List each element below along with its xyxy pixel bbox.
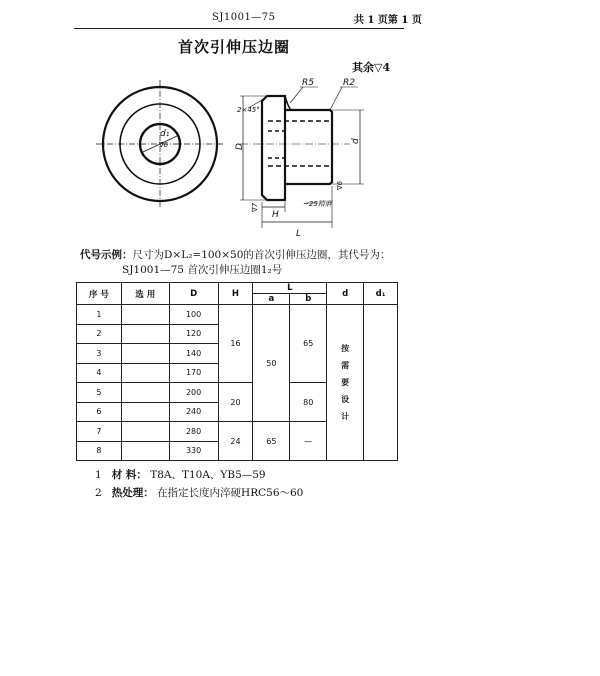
d1-label: d₁ [160, 129, 170, 139]
note-material: 1 材 料： T8A、T10A、YB5—59 [95, 469, 266, 481]
header-d: d [327, 283, 364, 305]
cell-Lb: 65 [290, 305, 327, 383]
H-label: H [272, 210, 279, 220]
cell-seq: 8 [77, 441, 122, 461]
cell-Lb: — [290, 422, 327, 461]
header-b: b [290, 294, 327, 305]
cell-La: 65 [253, 422, 290, 461]
cell-D: 330 [169, 441, 218, 461]
example-line [80, 247, 390, 262]
r2-label: R2 [343, 78, 355, 88]
table-row [77, 305, 398, 325]
header-d1: d₁ [364, 283, 398, 305]
cell-D: 140 [169, 344, 218, 364]
cell-seq: 7 [77, 422, 122, 442]
header-H: H [218, 283, 253, 305]
example-code: SJ1001—75 首次引伸压边圈1₂号 [122, 264, 283, 276]
spec-table [76, 282, 398, 461]
example-prefix: 代号示例： [80, 249, 133, 261]
header-D: D [169, 283, 218, 305]
cell-D: 170 [169, 363, 218, 383]
L-label: L [296, 229, 302, 239]
chamfer-label: 2×45° [237, 106, 260, 114]
cell-choice [121, 402, 169, 422]
r5-label: R5 [302, 78, 314, 88]
roughness-note: 其余▽4 [352, 61, 391, 74]
header-seq: 序 号 [77, 283, 122, 305]
cell-d1 [364, 305, 398, 461]
cell-seq: 6 [77, 402, 122, 422]
header-a: a [253, 294, 290, 305]
cell-choice [121, 422, 169, 442]
cell-D: 200 [169, 383, 218, 403]
d-label: d [351, 138, 361, 144]
cell-seq: 4 [77, 363, 122, 383]
cell-choice [121, 324, 169, 344]
example-text: 尺寸为D×L₂=100×50的首次引伸压边圈，其代号为： [132, 249, 391, 261]
cell-d-note: 按 需 要 设 计 [327, 305, 364, 461]
standard-code: SJ1001—75 [212, 12, 276, 23]
cell-La: 50 [253, 305, 290, 422]
grind-label: ~25精磨 [303, 200, 332, 208]
cell-H: 24 [218, 422, 253, 461]
note-heat-treatment: 2 热处理： 在指定长度内淬硬HRC56～60 [95, 487, 304, 499]
header-L: L [253, 283, 327, 294]
cell-choice [121, 344, 169, 364]
header-choice: 选 用 [121, 283, 169, 305]
cell-seq: 5 [77, 383, 122, 403]
cell-H: 16 [218, 305, 253, 383]
cell-D: 240 [169, 402, 218, 422]
cell-D: 100 [169, 305, 218, 325]
cell-Lb: 80 [290, 383, 327, 422]
cell-seq: 1 [77, 305, 122, 325]
cell-H: 20 [218, 383, 253, 422]
cell-choice [121, 441, 169, 461]
cell-D: 120 [169, 324, 218, 344]
seven-label: ∇7 [251, 202, 259, 212]
cell-choice [121, 305, 169, 325]
document-title: 首次引伸压边圈 [178, 38, 291, 56]
d-small-label: ∇6 [159, 141, 169, 149]
cell-choice [121, 383, 169, 403]
cell-seq: 3 [77, 344, 122, 364]
cell-D: 280 [169, 422, 218, 442]
page-info: 共 1 页第 1 页 [354, 15, 422, 26]
D-label: D [235, 143, 245, 150]
cell-choice [121, 363, 169, 383]
cell-seq: 2 [77, 324, 122, 344]
bore-roughness-label: ∇6 [336, 180, 344, 190]
